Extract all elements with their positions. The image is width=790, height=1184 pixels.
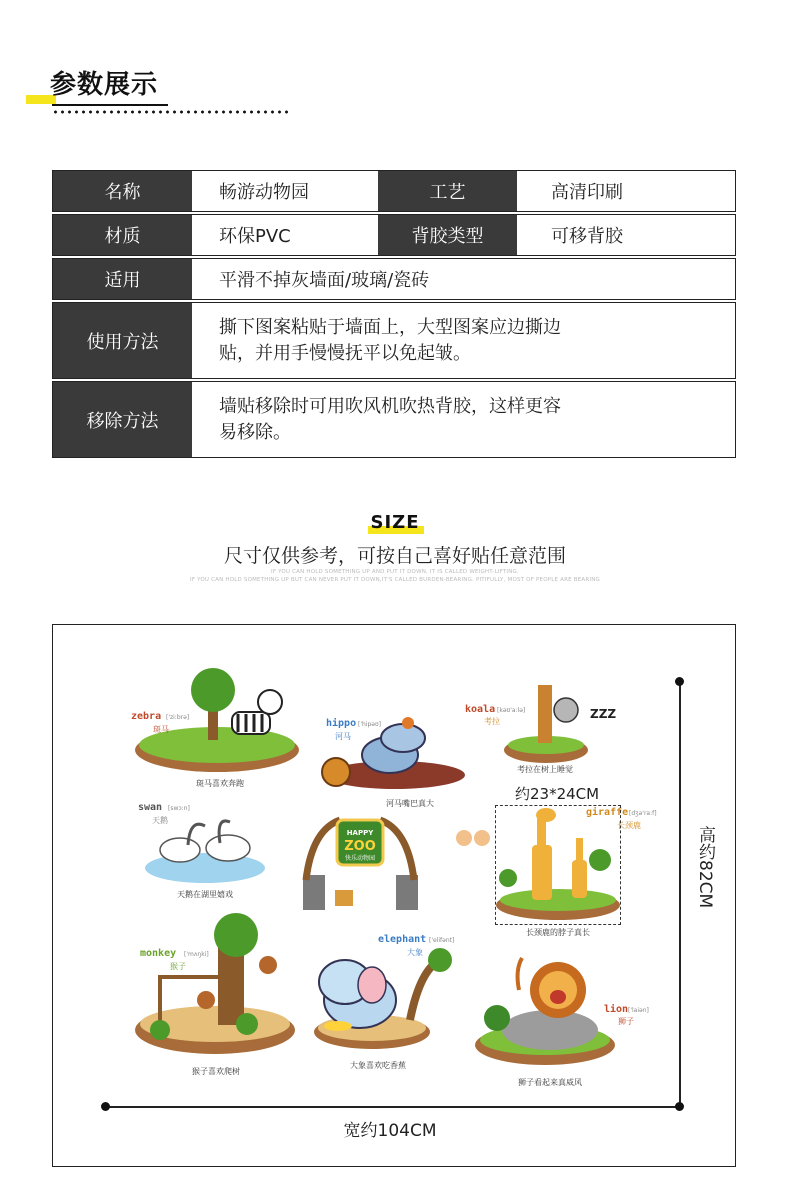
tiny-text-1: IF YOU CAN HOLD SOMETHING UP AND PUT IT DOWN, IT IS CALLED WEIGHT-LIFTING. xyxy=(271,569,519,575)
label-zebra-ph: ['zi:brə] xyxy=(166,714,190,721)
label-hippo-en: hippo xyxy=(326,718,357,729)
size-subtitle: 尺寸仅供参考，可按自己喜好贴任意范围 xyxy=(223,545,566,567)
label-lion-en: lion xyxy=(604,1004,629,1015)
label-zebra-en: zebra xyxy=(131,711,162,722)
svg-text:ZZZ: ZZZ xyxy=(590,707,617,721)
size-title: SIZE xyxy=(370,512,420,533)
label-giraffe-cn: 长颈鹿 xyxy=(617,821,641,830)
width-end-dot xyxy=(675,1102,684,1111)
label-method: 使用方法 xyxy=(53,303,192,378)
caption-elephant: 大象喜欢吃香蕉 xyxy=(350,1061,406,1070)
width-start-dot xyxy=(101,1102,110,1111)
label-craft: 工艺 xyxy=(378,171,517,211)
section-title: 参数展示 xyxy=(50,70,159,100)
label-lion-cn: 狮子 xyxy=(618,1017,634,1026)
value-removal-line2: 易移除。 xyxy=(219,421,291,443)
height-label: 高约82CM xyxy=(695,826,715,909)
zoo-sign-happy: HAPPY xyxy=(346,829,374,837)
width-dimension-line xyxy=(106,1106,680,1108)
label-koala-ph: [kəʊ'a:lə] xyxy=(497,707,526,714)
elephant-sticker xyxy=(314,948,452,1049)
label-usage: 适用 xyxy=(53,259,192,299)
label-zebra-cn: 斑马 xyxy=(153,725,169,734)
lion-sticker xyxy=(475,958,615,1065)
value-removal-line1: 墙贴移除时可用吹风机吹热背胶，这样更容 xyxy=(219,395,561,417)
height-start-dot xyxy=(675,677,684,686)
label-koala-en: koala xyxy=(465,704,496,715)
value-adhesive: 可移背胶 xyxy=(551,226,623,247)
value-material: 环保PVC xyxy=(219,226,291,247)
caption-zebra: 斑马喜欢奔跑 xyxy=(196,779,244,788)
label-hippo-ph: ['hipəʊ] xyxy=(358,721,382,728)
label-removal: 移除方法 xyxy=(53,382,192,457)
label-monkey-ph: ['mʌŋki] xyxy=(184,951,209,958)
caption-hippo: 河马嘴巴真大 xyxy=(386,799,434,808)
label-swan-ph: [swɔ:n] xyxy=(168,805,190,812)
value-craft: 高清印刷 xyxy=(551,182,623,203)
label-name: 名称 xyxy=(53,171,192,211)
label-monkey-cn: 猴子 xyxy=(170,962,186,971)
value-usage: 平滑不掉灰墙面/玻璃/瓷砖 xyxy=(219,270,430,291)
label-giraffe-en: giraffe xyxy=(586,807,629,818)
label-elephant-ph: ['elifənt] xyxy=(429,937,455,944)
label-swan-en: swan xyxy=(138,802,163,813)
koala-sticker xyxy=(504,685,616,763)
value-method-line2: 贴，并用手慢慢抚平以免起皱。 xyxy=(219,342,471,364)
caption-monkey: 猴子喜欢爬树 xyxy=(192,1067,240,1076)
tiny-text-2: IF YOU CAN HOLD SOMETHING UP BUT CAN NEVER PUT IT DOWN,IT'S CALLED BURDEN-BEARING. PITIFULLY, MOST OF PEOPLE ARE BEARING xyxy=(190,577,600,583)
unit-size-label: 约23*24CM xyxy=(515,785,600,803)
monkey-sticker xyxy=(135,913,295,1054)
zoo-sign-zoo: ZOO xyxy=(344,839,376,854)
label-monkey-en: monkey xyxy=(140,948,177,959)
value-method-line1: 撕下图案粘贴于墙面上，大型图案应边撕边 xyxy=(219,316,561,338)
caption-swan: 天鹅在湖里嬉戏 xyxy=(177,890,233,899)
label-lion-ph: ['laiən] xyxy=(628,1007,649,1014)
label-hippo-cn: 河马 xyxy=(335,732,351,741)
label-material: 材质 xyxy=(53,215,192,255)
label-elephant-en: elephant xyxy=(378,934,427,945)
caption-koala: 考拉在树上睡觉 xyxy=(517,765,573,774)
value-name: 畅游动物园 xyxy=(219,182,309,203)
label-swan-cn: 天鹅 xyxy=(152,816,168,825)
label-giraffe-ph: [dʒə'ra:f] xyxy=(629,810,657,817)
label-adhesive: 背胶类型 xyxy=(378,215,517,255)
swan-sticker xyxy=(145,821,265,883)
unit-size-outline xyxy=(495,805,621,925)
caption-giraffe: 长颈鹿的脖子真长 xyxy=(526,928,590,937)
width-label: 宽约104CM xyxy=(343,1121,437,1141)
caption-lion: 狮子看起来真威风 xyxy=(518,1078,582,1087)
zoo-sign-cn: 快乐动物园 xyxy=(344,855,376,862)
zoo-gate-sticker xyxy=(303,820,490,910)
label-elephant-cn: 大象 xyxy=(407,948,423,957)
label-koala-cn: 考拉 xyxy=(484,717,500,726)
height-dimension-line xyxy=(679,681,681,1107)
